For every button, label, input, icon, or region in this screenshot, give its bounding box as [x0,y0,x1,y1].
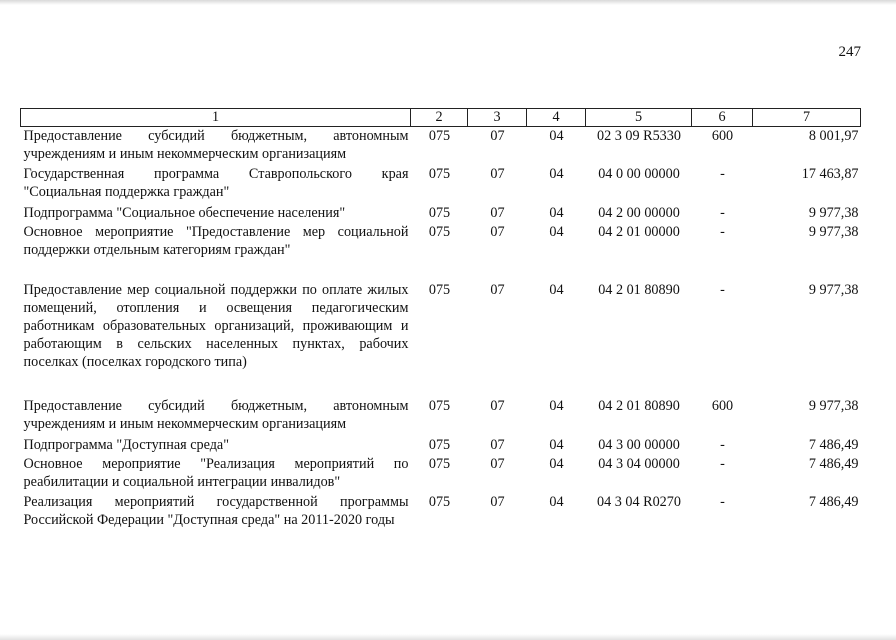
row-code: 075 [428,204,451,221]
row-type: - [720,223,725,240]
row-subsection: 07 [490,281,505,298]
table-row [21,397,861,436]
header-col-3: 3 [468,109,527,127]
table-header-row [21,109,861,127]
row-csr: 04 2 01 80890 [598,397,680,414]
row-name: Предоставление субсидий бюджетным, автономным учреждениям и иным некоммерческим организациям [23,128,409,162]
row-section: 04 [549,204,564,221]
row-amount: 8 001,97 [808,128,859,144]
row-subsection: 07 [490,397,505,414]
row-section: 04 [549,493,564,510]
row-section: 04 [549,165,564,182]
row-csr: 04 3 04 R0270 [597,493,681,510]
row-name: Основное мероприятие "Реализация мероприятий по реабилитации и социальной интеграции инвалидов" [23,455,409,490]
row-section: 04 [549,281,564,298]
row-name: Предоставление мер социальной поддержки по оплате жилых помещений, отопления и освещения педагогическим работникам образовательных организаций, проживающим и работающим в сельских населенных пунктах, рабочих поселках (поселках городского типа) [23,281,409,370]
row-code: 075 [428,493,451,510]
scan-bottom-edge [0,634,896,640]
row-code: 075 [428,455,451,472]
row-subsection: 07 [490,128,505,144]
table-row [21,223,861,281]
row-csr: 04 2 00 00000 [598,204,680,221]
row-csr: 04 0 00 00000 [598,165,680,182]
row-section: 04 [549,455,564,472]
header-col-1: 1 [21,109,411,127]
row-name: Реализация мероприятий государственной программы Российской Федерации "Доступная среда" на 2011-2020 годы [23,493,409,528]
header-col-7: 7 [753,109,861,127]
row-csr: 04 3 00 00000 [598,436,680,453]
row-code: 075 [428,281,451,298]
header-col-5: 5 [586,109,692,127]
row-amount: 7 486,49 [808,493,859,510]
row-csr: 02 3 09 R5330 [597,128,681,144]
row-type: 600 [711,397,734,414]
row-amount: 7 486,49 [808,455,859,472]
page-number: 247 [838,44,861,60]
row-amount: 17 463,87 [801,165,859,182]
row-type: - [720,281,725,298]
table-row [21,281,861,397]
table-row [21,165,861,204]
row-code: 075 [428,165,451,182]
row-amount: 7 486,49 [808,436,859,453]
table-row [21,436,861,455]
row-subsection: 07 [490,436,505,453]
row-amount: 9 977,38 [808,397,859,414]
scan-top-edge [0,0,896,5]
row-amount: 9 977,38 [808,223,859,240]
row-subsection: 07 [490,204,505,221]
row-type: - [720,455,725,472]
table-row [21,493,861,549]
row-section: 04 [549,128,564,144]
row-subsection: 07 [490,165,505,182]
table-row [21,455,861,493]
row-section: 04 [549,223,564,240]
row-code: 075 [428,128,451,144]
row-type: 600 [711,128,734,144]
row-name: Предоставление субсидий бюджетным, автономным учреждениям и иным некоммерческим организациям [23,397,409,432]
row-code: 075 [428,436,451,453]
row-name: Основное мероприятие "Предоставление мер социальной поддержки отдельным категориям граждан" [23,223,409,258]
header-col-6: 6 [692,109,753,127]
row-subsection: 07 [490,455,505,472]
budget-table [20,108,861,549]
row-type: - [720,204,725,221]
row-name: Подпрограмма "Социальное обеспечение населения" [23,204,346,221]
row-name: Подпрограмма "Доступная среда" [23,436,230,453]
row-subsection: 07 [490,223,505,240]
row-code: 075 [428,397,451,414]
row-type: - [720,165,725,182]
row-subsection: 07 [490,493,505,510]
row-code: 075 [428,223,451,240]
row-type: - [720,493,725,510]
row-csr: 04 2 01 00000 [598,223,680,240]
row-section: 04 [549,397,564,414]
row-section: 04 [549,436,564,453]
header-col-4: 4 [527,109,586,127]
row-name: Государственная программа Ставропольского края "Социальная поддержка граждан" [23,165,409,200]
table-row [21,127,861,165]
row-amount: 9 977,38 [808,204,859,221]
header-col-2: 2 [411,109,468,127]
row-amount: 9 977,38 [808,281,859,298]
row-csr: 04 2 01 80890 [598,281,680,298]
table-row [21,204,861,223]
row-csr: 04 3 04 00000 [598,455,680,472]
row-type: - [720,436,725,453]
